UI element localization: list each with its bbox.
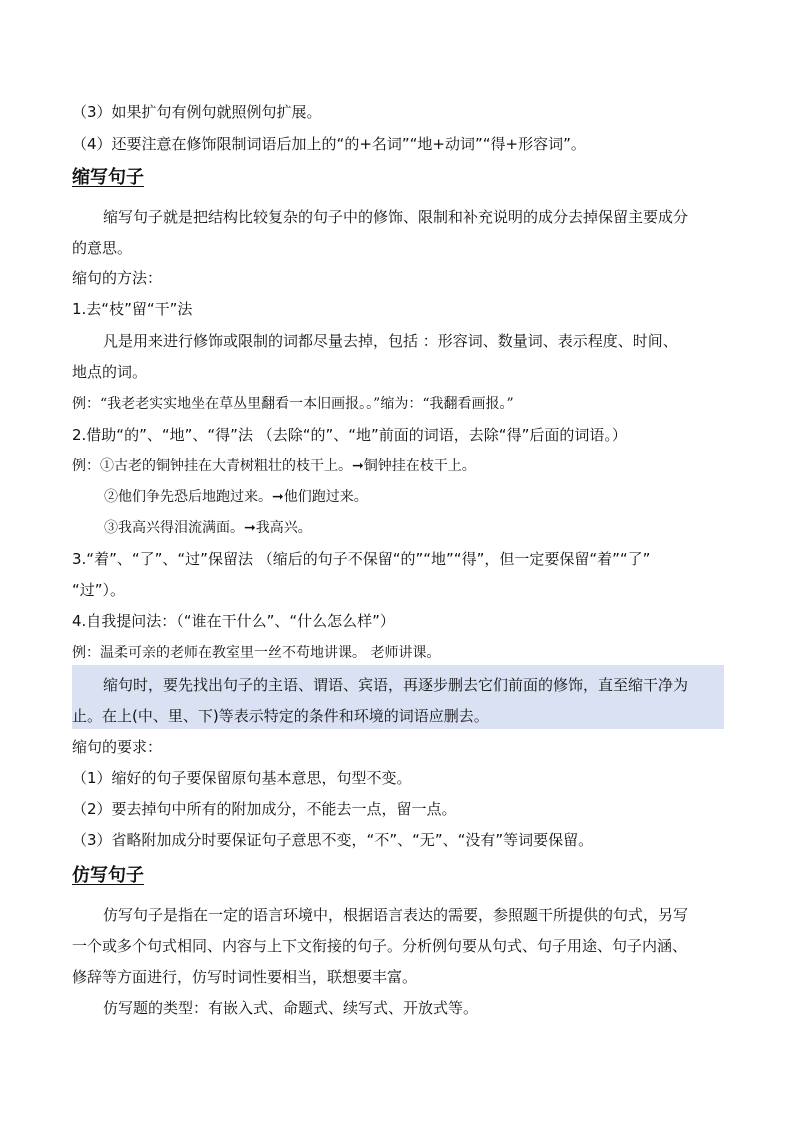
suoxie-intro-line-2: 的意思。: [72, 239, 133, 257]
highlight-line-2: 止。在上(中、里、下)等表示特定的条件和环境的词语应删去。: [72, 707, 489, 725]
method-2-example-2: ②他们争先恐后地跑过来。➞他们跑过来。: [104, 489, 368, 505]
method-3-title-1: 3.“着”、“了”、“过”保留法 （缩后的句子不保留“的”“地”“得”，但一定要保留“着”“了”: [72, 550, 651, 568]
method-1-title: 1.去“枝”留“干”法: [72, 300, 193, 318]
method-2-title: 2.借助“的”、“地”、“得”法 （去除“的”、“地”前面的词语，去除“得”后面的词语。）: [72, 426, 627, 444]
method-1-text-2: 地点的词。: [72, 363, 148, 381]
expand-rule-4: （4）还要注意在修饰限制词语后加上的“的+名词”“地+动词”“得+形容词”。: [72, 135, 586, 153]
method-2-example-1: 例：①古老的铜钟挂在大青树粗壮的枝干上。➞铜钟挂在枝干上。: [72, 458, 476, 474]
fangxie-para-2: 仿写题的类型：有嵌入式、命题式、续写式、开放式等。: [103, 999, 479, 1017]
method-1-example: 例：“我老老实实地坐在草丛里翻看一本旧画报。。”缩为：“我翻看画报。”: [72, 396, 514, 412]
fangxie-para-1-line-1: 仿写句子是指在一定的语言环境中，根据语言表达的需要，参照题干所提供的句式，另写: [103, 906, 689, 924]
method-4-title: 4.自我提问法：（“谁在干什么”、“什么怎么样”）: [72, 612, 395, 630]
fangxie-para-1-line-3: 修辞等方面进行，仿写时词性要相当，联想要丰富。: [72, 968, 418, 986]
expand-rule-3: （3）如果扩句有例句就照例句扩展。: [72, 103, 322, 121]
method-1-text-1: 凡是用来进行修饰或限制的词都尽量去掉，包括 ：形容词、数量词、表示程度、时间、: [103, 332, 678, 350]
requirements-title: 缩句的要求：: [72, 738, 163, 756]
requirement-3: （3）省略附加成分时要保证句子意思不变，“不”、“无”、“没有”等词要保留。: [72, 831, 594, 849]
requirement-1: （1）缩好的句子要保留原句基本意思，句型不变。: [72, 769, 412, 787]
methods-title: 缩句的方法：: [72, 269, 163, 287]
fangxie-para-1-line-2: 一个或多个句式相同、内容与上下文衔接的句子。分析例句要从句式、句子用途、句子内涵、: [72, 937, 688, 955]
method-2-example-3: ③我高兴得泪流满面。➞我高兴。: [104, 520, 312, 536]
suoxie-intro-line-1: 缩写句子就是把结构比较复杂的句子中的修饰、限制和补充说明的成分去掉保留主要成分: [103, 208, 689, 226]
method-4-example: 例：温柔可亲的老师在教室里一丝不苟地讲课。 老师讲课。: [72, 645, 441, 661]
requirement-2: （2）要去掉句中所有的附加成分，不能去一点，留一点。: [72, 800, 457, 818]
method-3-title-2: “过”）。: [72, 581, 126, 599]
section-heading-suoxie: 缩写句子: [72, 167, 144, 188]
highlight-line-1: 缩句时，要先找出句子的主语、谓语、宾语，再逐步删去它们前面的修饰，直至缩干净为: [103, 676, 689, 694]
section-heading-fangxie: 仿写句子: [72, 865, 144, 886]
